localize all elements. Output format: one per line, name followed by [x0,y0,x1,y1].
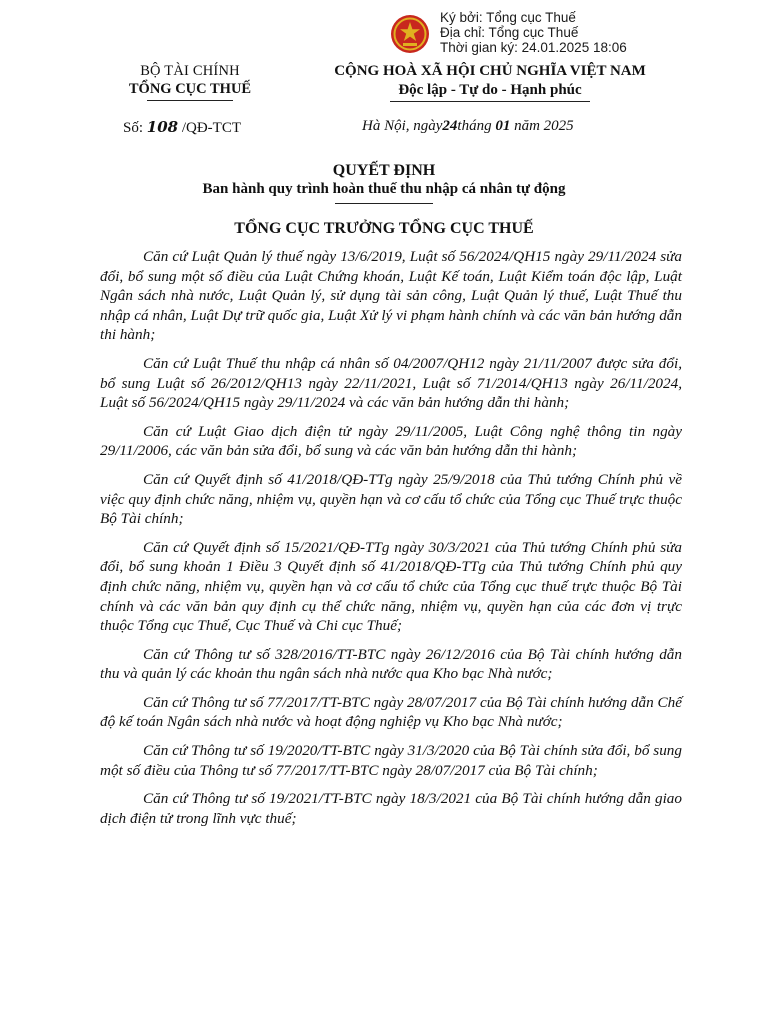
date-month-handwritten: 01 [495,118,511,134]
legal-basis-paragraph: Căn cứ Thông tư số 19/2020/TT-BTC ngày 31/3/2020 của Bộ Tài chính sửa đổi, bổ sung một số điều của Thông tư số 77/2017/TT-BTC ngày 28/07/2017 của Bộ Tài chính; [100,742,682,779]
place-label: Hà Nội, ngày [362,118,443,134]
legal-basis-paragraph: Căn cứ Luật Thuế thu nhập cá nhân số 04/2007/QH12 ngày 21/11/2007 được sửa đổi, bổ sung Luật số 26/2012/QH13 ngày 22/11/2021, Luật số 71/2014/QH13 ngày 26/11/2024, Luật số 56/2024/QH15 ngày 29/11/2024 và các văn bản hướng dẫn thi hành; [100,354,682,412]
issuing-authority: TỔNG CỤC TRƯỞNG TỔNG CỤC THUẾ [234,220,534,237]
date-day-handwritten: 24 [442,118,458,134]
document-title: QUYẾT ĐỊNH [332,162,436,179]
year-label: năm 2025 [514,118,574,134]
subtitle-underline [335,203,433,204]
signature-address: Địa chỉ: Tổng cục Thuế [440,25,579,40]
legal-basis-paragraph: Căn cứ Quyết định số 15/2021/QĐ-TTg ngày 30/3/2021 của Thủ tướng Chính phủ sửa đổi, bổ sung khoản 1 Điều 3 Quyết định số 41/2018/QĐ-TTg của Thủ tướng Chính phủ quy định chức năng, nhiệm vụ, quyền hạn và cơ cấu tổ chức của Tổng cục thuế trực thuộc Bộ Tài chính và các văn bản quy định cụ thể chức năng, nhiệm vụ, quyền hạn của các đơn vị trực thuộc Tổng cục Thuế, Cục Thuế và Chi cục Thuế; [100,538,682,635]
issuer-underline [147,100,233,101]
document-number [123,118,241,137]
legal-basis-paragraph: Căn cứ Quyết định số 41/2018/QĐ-TTg ngày 25/9/2018 của Thủ tướng Chính phủ về việc quy định chức năng, nhiệm vụ, quyền hạn và cơ cấu tổ chức của Tổng cục Thuế trực thuộc Bộ Tài chính; [100,470,682,528]
signature-signed-by: Ký bởi: Tổng cục Thuế [440,10,576,25]
legal-basis-paragraph: Căn cứ Luật Quản lý thuế ngày 13/6/2019, Luật số 56/2024/QH15 ngày 29/11/2024 sửa đổi, bổ sung một số điều của Luật Chứng khoán, Luật Kế toán, Luật Kiểm toán độc lập, Luật Ngân sách nhà nước, Luật Quản lý, sử dụng tài sản công, Luật Quản lý thuế, Luật Thuế thu nhập cá nhân, Luật Dự trữ quốc gia, Luật Xử lý vi phạm hành chính và các văn bản hướng dẫn thi hành; [100,248,682,344]
doc-number-suffix: /QĐ-TCT [181,120,241,136]
document-subtitle: Ban hành quy trình hoàn thuế thu nhập cá nhân tự động [202,181,566,197]
legal-basis-paragraph: Căn cứ Thông tư số 77/2017/TT-BTC ngày 28/07/2017 của Bộ Tài chính hướng dẫn Chế độ kế toán Ngân sách nhà nước và hoạt động nghiệp vụ Kho bạc Nhà nước; [100,693,682,731]
department-name: TỔNG CỤC THUẾ [128,81,252,97]
national-motto: Độc lập - Tự do - Hạnh phúc [398,82,582,98]
place-date [362,118,574,135]
country-name: CỘNG HOÀ XÃ HỘI CHỦ NGHĨA VIỆT NAM [334,63,646,79]
document-body [100,247,682,837]
legal-basis-paragraph: Căn cứ Thông tư số 328/2016/TT-BTC ngày 26/12/2016 của Bộ Tài chính hướng dẫn thu và quản lý các khoản thu ngân sách nhà nước qua Kho bạc Nhà nước; [100,645,682,683]
digital-signature [390,10,720,60]
signature-time: Thời gian ký: 24.01.2025 18:06 [440,40,627,55]
legal-basis-paragraph: Căn cứ Thông tư số 19/2021/TT-BTC ngày 18/3/2021 của Bộ Tài chính hướng dẫn giao dịch điện tử trong lĩnh vực thuế; [100,790,682,827]
ministry-name: BỘ TÀI CHÍNH [140,63,240,79]
month-label: tháng [457,118,492,134]
doc-number-prefix: Số: [123,120,144,136]
issuer-header [100,63,280,101]
legal-basis-paragraph: Căn cứ Luật Giao dịch điện tử ngày 29/11/2005, Luật Công nghệ thông tin ngày 29/11/2006, các văn bản sửa đổi, bổ sung và các văn bản hướng dẫn thi hành; [100,422,682,460]
national-emblem-icon [390,14,430,54]
national-header [300,63,680,102]
doc-number-handwritten: 108 [146,118,179,136]
motto-underline [390,101,590,102]
